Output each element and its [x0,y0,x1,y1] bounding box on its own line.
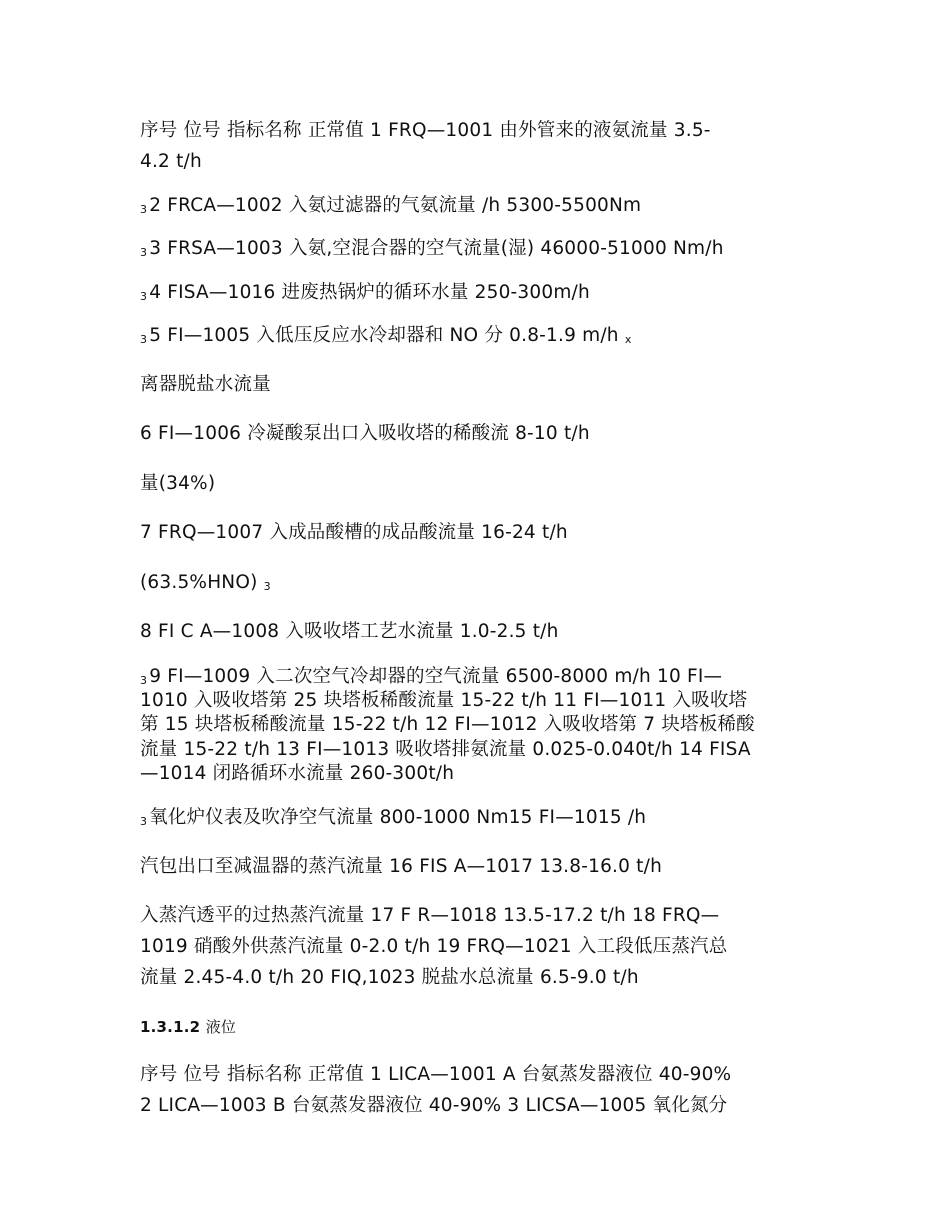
text-line: 3 3 FRSA—1003 入氨,空混合器的空气流量(湿) 46000-51000 Nm/h [140,238,724,259]
text-line: 入蒸汽透平的过热蒸汽流量 17 F R—1018 13.5-17.2 t/h 18 FRQ— [140,905,720,926]
text-line: 2 LICA—1003 B 台氨蒸发器液位 40-90% 3 LICSA—1005 氧化氮分 [140,1095,728,1116]
text-line: 6 FI—1006 冷凝酸泵出口入吸收塔的稀酸流 8-10 t/h [140,423,590,444]
text-line: 汽包出口至减温器的蒸汽流量 16 FIS A—1017 13.8-16.0 t/h [140,856,662,877]
text-line: 1019 硝酸外供蒸汽流量 0-2.0 t/h 19 FRQ—1021 入工段低压蒸汽总 [140,936,728,957]
section-heading [140,1015,236,1039]
text-line: 3 2 FRCA—1002 入氨过滤器的气氨流量 /h 5300-5500Nm [140,195,642,216]
text-line: 流量 15-22 t/h 13 FI—1013 吸收塔排氨流量 0.025-0.040t/h 14 FISA [140,739,751,760]
superscript-marker: 3 [140,246,148,259]
text-line: 8 FI C A—1008 入吸收塔工艺水流量 1.0-2.5 t/h [140,621,559,642]
subscript-marker: 3 [263,580,271,593]
text-line: 7 FRQ—1007 入成品酸槽的成品酸流量 16-24 t/h [140,522,568,543]
text-line: 3 4 FISA—1016 进废热锅炉的循环水量 250-300m/h [140,282,590,303]
text-line: 量(34%) [140,473,216,494]
superscript-marker: 3 [140,333,148,346]
text-line: 序号 位号 指标名称 正常值 1 LICA—1001 A 台氨蒸发器液位 40-90% [140,1064,732,1085]
subscript-marker: x [624,333,632,346]
text-line: —1014 闭路循环水流量 260-300t/h [140,763,455,784]
superscript-marker: 3 [140,815,148,828]
superscript-marker: 3 [140,290,148,303]
text-line: 1010 入吸收塔第 25 块塔板稀酸流量 15-22 t/h 11 FI—1011 入吸收塔 [140,690,748,711]
text-line: 离器脱盐水流量 [140,374,271,395]
text-line: 3 9 FI—1009 入二次空气冷却器的空气流量 6500-8000 m/h 10 FI— [140,666,723,687]
text-line: 序号 位号 指标名称 正常值 1 FRQ—1001 由外管来的液氨流量 3.5- [140,120,711,141]
text-line: 4.2 t/h [140,151,202,172]
text-line: 3 5 FI—1005 入低压反应水冷却器和 NO 分 0.8-1.9 m/h x [140,325,632,346]
text-line: 流量 2.45-4.0 t/h 20 FIQ,1023 脱盐水总流量 6.5-9.0 t/h [140,967,639,988]
superscript-marker: 3 [140,674,148,687]
text-line: 3 氧化炉仪表及吹净空气流量 800-1000 Nm15 FI—1015 /h [140,807,647,828]
superscript-marker: 3 [140,203,148,216]
section-number: 1.3.1.2 [140,1018,201,1036]
section-title: 液位 [205,1018,237,1036]
text-line: (63.5%HNO) 3 [140,572,271,593]
text-line: 第 15 块塔板稀酸流量 15-22 t/h 12 FI—1012 入吸收塔第 7 块塔板稀酸 [140,714,755,735]
